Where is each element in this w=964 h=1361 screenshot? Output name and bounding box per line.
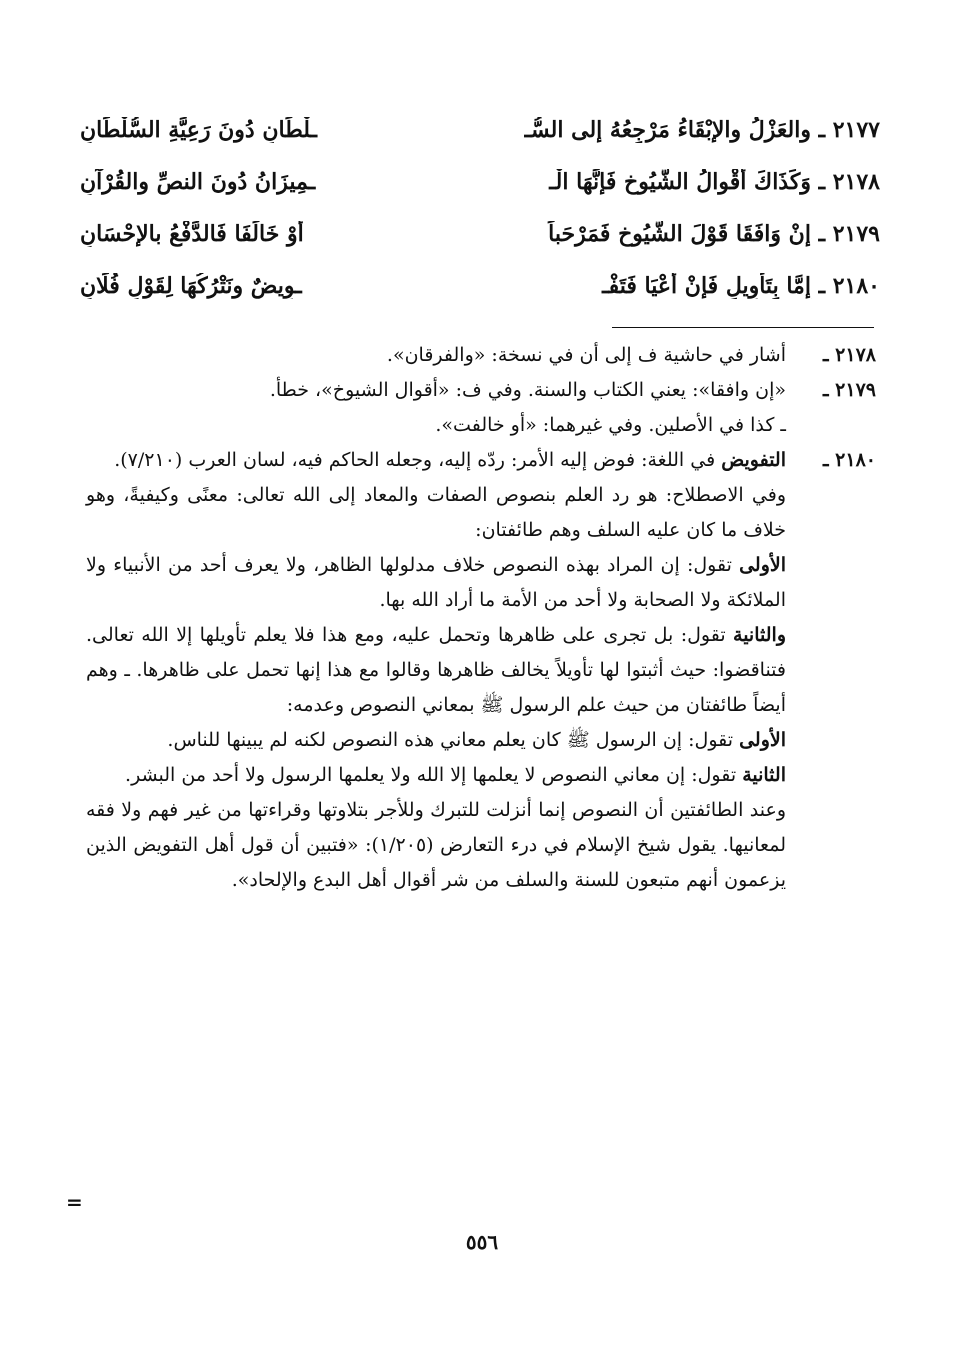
term-bold: والثانية	[733, 624, 786, 646]
commentary-paragraph	[86, 618, 876, 723]
term-bold: الأولى	[739, 554, 786, 576]
commentary-paragraph	[86, 723, 876, 758]
verse-number: ٢١٧٨ ـ	[818, 169, 880, 195]
verse-second-hemistich: ـمِيزَانُ دُونَ النصِّ والقُرْآنِ	[80, 169, 316, 195]
continuation-mark: =	[66, 1190, 83, 1214]
footnote-body	[86, 338, 786, 373]
verse-line	[80, 104, 880, 156]
footnote-body	[86, 373, 786, 443]
paragraph-text: تقول: إن معاني النصوص لا يعلمها إلا الله ولا يعلمها الرسول ولا أحد من البشر.	[125, 764, 743, 786]
footnote-body	[86, 443, 786, 478]
commentary-paragraph	[86, 478, 876, 548]
footnote-line	[86, 443, 786, 478]
verse-line	[80, 156, 880, 208]
footnote-number: ٢١٨٠ ـ	[822, 449, 876, 471]
page-number: ٥٥٦	[465, 1230, 499, 1254]
term-bold: الثانية	[742, 764, 786, 786]
verse-first-hemistich	[460, 221, 880, 247]
verse-first-text: إِمَّا بِتَأْوِيلٍ فَإِنْ أَعْيَا فَتَفْـ	[602, 273, 811, 299]
footnote-text: ـ كذا في الأصلين. وفي غيرهما: «أو خالفت».	[435, 414, 786, 436]
verse-first-hemistich	[460, 169, 880, 195]
footnote-number: ٢١٧٩ ـ	[822, 379, 876, 401]
footnote-line	[86, 408, 786, 443]
paragraph-text: تقول: إن الرسول ﷺ كان يعلم معاني هذه النصوص لكنه لم يبينها للناس.	[167, 729, 740, 751]
paragraph-text: تقول: إن المراد بهذه النصوص خلاف مدلولها الظاهر، ولا يعرف أحد من الأنبياء ولا الملائكة ولا الصحابة ولا أحد من الأمة ما أراد الله بها.	[86, 554, 786, 611]
footnote	[86, 443, 876, 478]
paragraph-text: وعند الطائفتين أن النصوص إنما أنزلت للتبرك وللأجر بتلاوتها وقراءتها من غير فهم ولا فقه لمعانيها. يقول شيخ الإسلام في درء التعارض (١/٢٠٥): «فتبين أن قول أهل التفويض الذين يزعمون أنهم متبعون للسنة والسلف من شر أقوال أهل البدع والإلحاد».	[86, 799, 786, 891]
footnote-text: «إن وافقا»: يعني الكتاب والسنة. وفي ف: «أقوال الشيوخ»، خطأ.	[269, 379, 786, 401]
commentary-paragraph	[86, 793, 876, 898]
footnote	[86, 338, 876, 373]
verse-first-text: إنْ وَافَقَا قَوْلَ الشُّيُوخِ فَمَرْحَباً	[548, 221, 811, 247]
verse-number: ٢١٧٧ ـ	[818, 117, 880, 143]
verse-first-hemistich	[460, 273, 880, 299]
footnote-divider	[612, 327, 874, 328]
verse-second-hemistich: ـوِيضٌ ونَتْرُكُهَا لِقَوْلِ فُلَانِ	[80, 273, 302, 299]
footnotes	[86, 338, 876, 898]
footnote-line	[86, 373, 786, 408]
commentary-paragraph	[86, 758, 876, 793]
footnote-number: ٢١٧٨ ـ	[822, 344, 876, 366]
verse-second-hemistich: أَوْ خَالَفَا فَالدَّفْعُ بالإحْسَانِ	[80, 221, 304, 247]
verse-first-text: والعَزْلُ والإِبْقَاءُ مَرْجِعُهُ إلى السُّـ	[524, 117, 811, 143]
paragraph-text: تقول: بل تجرى على ظاهرها وتحمل عليه، ومع هذا فلا يعلم تأويلها إلا الله تعالى. فتناقضوا: حيث أثبتوا لها تأويلاً يخالف ظاهرها وقالوا مع هذا إنها تحمل على ظاهرها. ـ وهم أيضاً طائفتان من حيث علم الرسول ﷺ بمعاني النصوص وعدمه:	[86, 624, 786, 716]
commentary-paragraph	[86, 548, 876, 618]
verse-number: ٢١٧٩ ـ	[818, 221, 880, 247]
verse-first-hemistich	[460, 117, 880, 143]
footnote-text: في اللغة: فوض إليه الأمر: ردّه إليه، وجعله الحاكم فيه، لسان العرب (٧/٢١٠).	[114, 449, 722, 471]
footnote-line	[86, 338, 786, 373]
term-bold: التفويض	[721, 449, 786, 471]
verse-number: ٢١٨٠ ـ	[818, 273, 880, 299]
footnote-text: أشار في حاشية ف إلى أن في نسخة: «والفرقان».	[386, 344, 786, 366]
footnote	[86, 373, 876, 443]
verse-first-text: وَكَذَاكَ أَقْوالُ الشُّيُوخِ فَإِنَّهَا الْـ	[549, 169, 811, 195]
paragraph-text: وفي الاصطلاح: هو رد العلم بنصوص الصفات والمعاد إلى الله تعالى: معنًى وكيفيةً، وهو خلاف ما كان عليه السلف وهم طائفتان:	[86, 484, 786, 541]
term-bold: الأولى	[739, 729, 786, 751]
verse-line	[80, 260, 880, 312]
verse-line	[80, 208, 880, 260]
poem-verses	[80, 104, 880, 312]
verse-second-hemistich: ـلْطَانِ دُونَ رَعِيَّةِ السُّلْطَانِ	[80, 117, 318, 143]
